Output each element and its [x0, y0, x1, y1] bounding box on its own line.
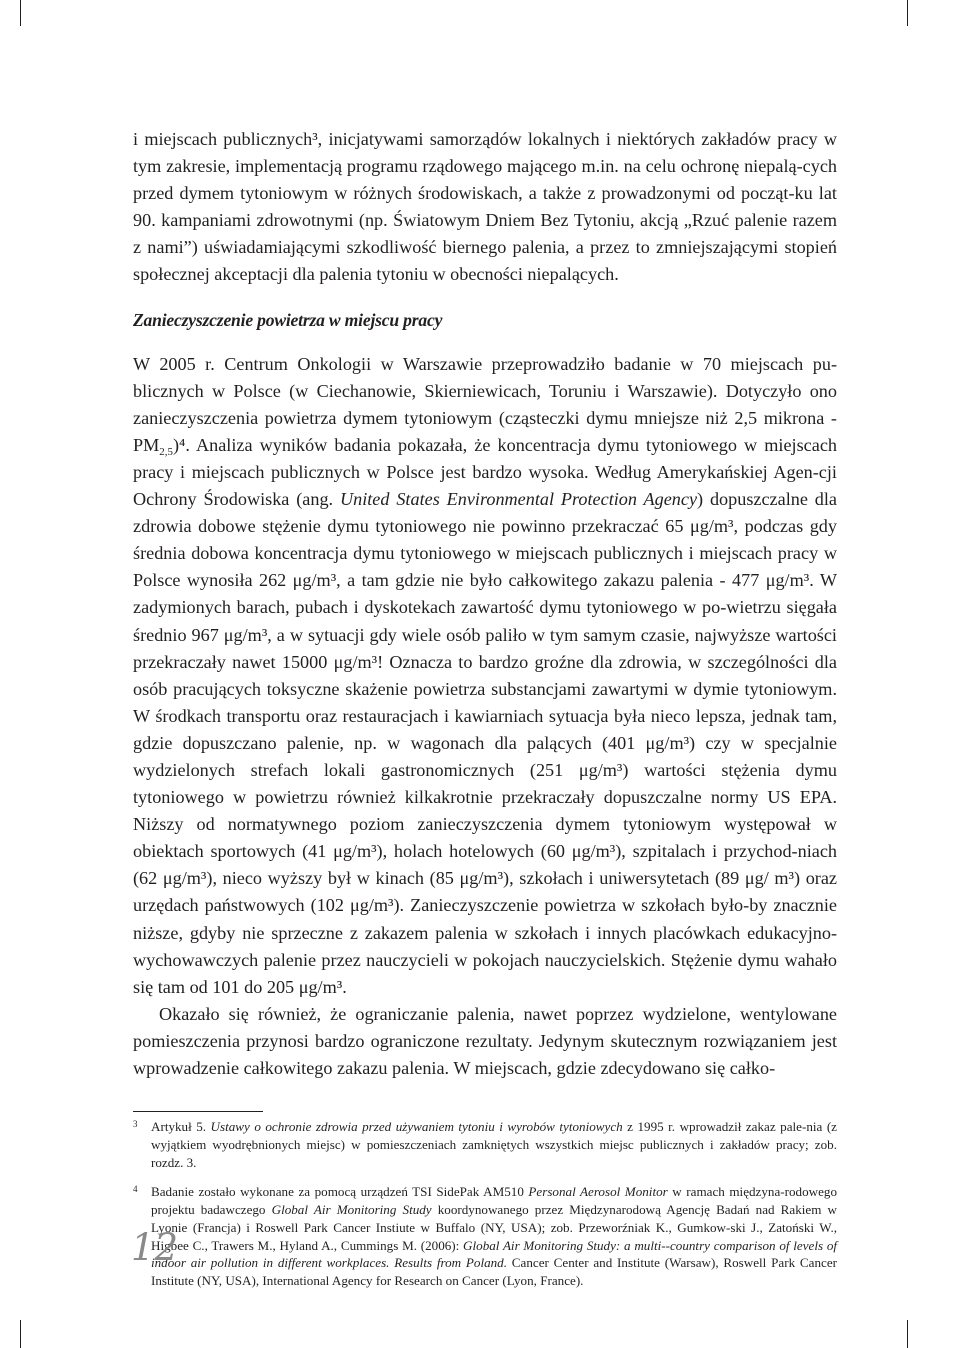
paragraph-1: i miejscach publicznych³, inicjatywami samorządów lokalnych i niektórych zakładów pracy w tym zakresie, implementacją programu rządowego mającego m.in. na celu ochronę niepalą-cych przed dymem tytoniowym w różnych środowiskach, a także z prowadzonymi od począt-ku lat 90. kampaniami zdrowotnymi (np. Światowym Dniem Bez Tytoniu, akcją „Rzuć palenie razem z nami”) uświadamiającymi szkodliwość biernego palenia, a przez to zmniejszającymi stopień społecznej akceptacji dla palenia tytoniu w obecności niepalących.	[133, 129, 837, 285]
footnote-3-text-a: Artykuł 5.	[151, 1119, 211, 1135]
page-body	[133, 126, 837, 1301]
footnote-4-text-a: Badanie zostało wykonane za pomocą urządzeń TSI SidePak AM510	[151, 1183, 529, 1199]
pm-subscript: 2,5	[159, 445, 173, 458]
section-heading: Zanieczyszczenie powietrza w miejscu pracy	[133, 309, 443, 330]
paragraph-2-text-b: )⁴. Analiza wyników badania pokazała, że koncentracja dymu tytoniowego w miejscach pracy i miejscach publicznych w Polsce jest bardzo wysoka. Według Amerykańskiej Agen-cji Ochrony Środowiska (ang.	[133, 434, 837, 510]
footnote-4-italic-2: Global Air Monitoring Study	[271, 1201, 432, 1217]
footnote-4-italic-1: Personal Aerosol Monitor	[528, 1183, 668, 1199]
footnote-4-italic-3: Global Air Monitoring Study: a multi--country comparison of levels of indoor air pollution in different workplaces. Results from Poland.	[151, 1237, 837, 1271]
agency-name-italic: United States Environmental Protection Agency	[339, 489, 698, 510]
crop-mark-bottom-right	[907, 1320, 908, 1348]
crop-mark-bottom-left	[20, 1320, 21, 1348]
footnote-separator	[133, 1111, 263, 1112]
footnote-3	[133, 1118, 837, 1172]
footnote-3-mark: 3	[133, 1119, 138, 1130]
page-number: 12	[131, 1226, 179, 1269]
crop-mark-top-right	[907, 0, 908, 26]
footnote-3-italic: Ustawy o ochronie zdrowia przed używaniem tytoniu i wyrobów tytoniowych	[210, 1119, 623, 1135]
footnote-3-text-b: z 1995 r. wprowadził zakaz pale-nia (z wyjątkiem wyodrębnionych miejsc) w pomieszczeniach zamkniętych wszystkich miejsc publicznych i zakładów pracy; zob. rozdz. 3.	[151, 1119, 837, 1170]
footnote-4-mark: 4	[133, 1183, 138, 1194]
paragraph-2	[133, 351, 837, 1001]
footnote-4	[133, 1183, 837, 1290]
paragraph-2-text-a: W 2005 r. Centrum Onkologii w Warszawie przeprowadziło badanie w 70 miejscach pu-blicznych w Polsce (w Ciechanowie, Skierniewicach, Toruniu i Warszawie). Dotyczyło ono zanieczyszczenia powietrza dymem tytoniowym (cząsteczki dymu mniejsze niż 2,5 mikrona - PM	[133, 353, 837, 455]
paragraph-3: Okazało się również, że ograniczanie palenia, nawet poprzez wydzielone, wentylowane pomieszczenia przynosi bardzo ograniczone rezultaty. Jedynym skutecznym rozwiązaniem jest wprowadzenie całkowitego zakazu palenia. W miejscach, gdzie zdecydowano się całko-	[133, 1003, 837, 1078]
footnote-4-text-d: Cancer Center and Institute (Warsaw), Roswell Park Cancer Institute (NY, USA), International Agency for Research on Cancer (Lyon, France).	[151, 1255, 837, 1289]
footnote-4-text-b: w ramach międzyna-rodowego projektu badawczego	[151, 1183, 837, 1217]
footnote-4-text-c: koordynowanego przez Międzynarodową Agencję Badań nad Rakiem w Lyonie (Francja) i Roswell Park Cancer Instiute w Buffalo (NY, USA); zob. Przeworźniak K., Gumkow-ski J., Zatoński W., Higbee C., Trawers M., Hyland A., Cummings M. (2006):	[151, 1201, 837, 1253]
paragraph-2-text-c: ) dopuszczalne dla zdrowia dobowe stężenie dymu tytoniowego nie powinno przekraczać 65 μg/m³, podczas gdy średnia dobowa koncentracja dymu tytoniowego w miejscach publicznych i miejscach pracy w Polsce wynosiła 262 μg/m³, a tam gdzie nie było całkowitego zakazu palenia - 477 μg/m³. W zadymionych barach, pubach i dyskotekach zawartość dymu tytoniowego w po-wietrzu sięgała średnio 967 μg/m³, a w sytuacji gdy wiele osób paliło w tym samym czasie, najwyższe wartości przekraczały nawet 15000 μg/m³! Oznacza to bardzo groźne dla zdrowia, w szczególności dla osób pracujących toksyczne skażenie powietrza substancjami zawartymi w dymie tytoniowym. W środkach transportu oraz restauracjach i kawiarniach sytuacja była nieco lepsza, jednak tam, gdzie dopuszczano palenie, np. w wagonach dla palących (401 μg/m³) czy w specjalnie wydzielonych strefach lokali gastronomicznych (251 μg/m³) wartości stężenia dymu tytoniowego w powietrzu również kilkakrotnie przekraczały dopuszczalne normy US EPA. Niższy od normatywnego poziom zanieczyszczenia dymem tytoniowym występował w obiektach sportowych (41 μg/m³), holach hotelowych (60 μg/m³), szpitalach i przychod-niach (62 μg/m³), nieco wyższy był w kinach (85 μg/m³), szkołach i uniwersytetach (89 μg/ m³) oraz urzędach państwowych (102 μg/m³). Zanieczyszczenie powietrza w szkołach było-by znacznie niższe, gdyby nie sprzeczne z zakazem palenia w szkołach i innych placówkach edukacyjno-wychowawczych palenie przez nauczycieli w pokojach nauczycielskich. Stężenie dymu wahało się tam od 101 do 205 μg/m³.	[133, 489, 837, 997]
crop-mark-top-left	[20, 0, 21, 26]
